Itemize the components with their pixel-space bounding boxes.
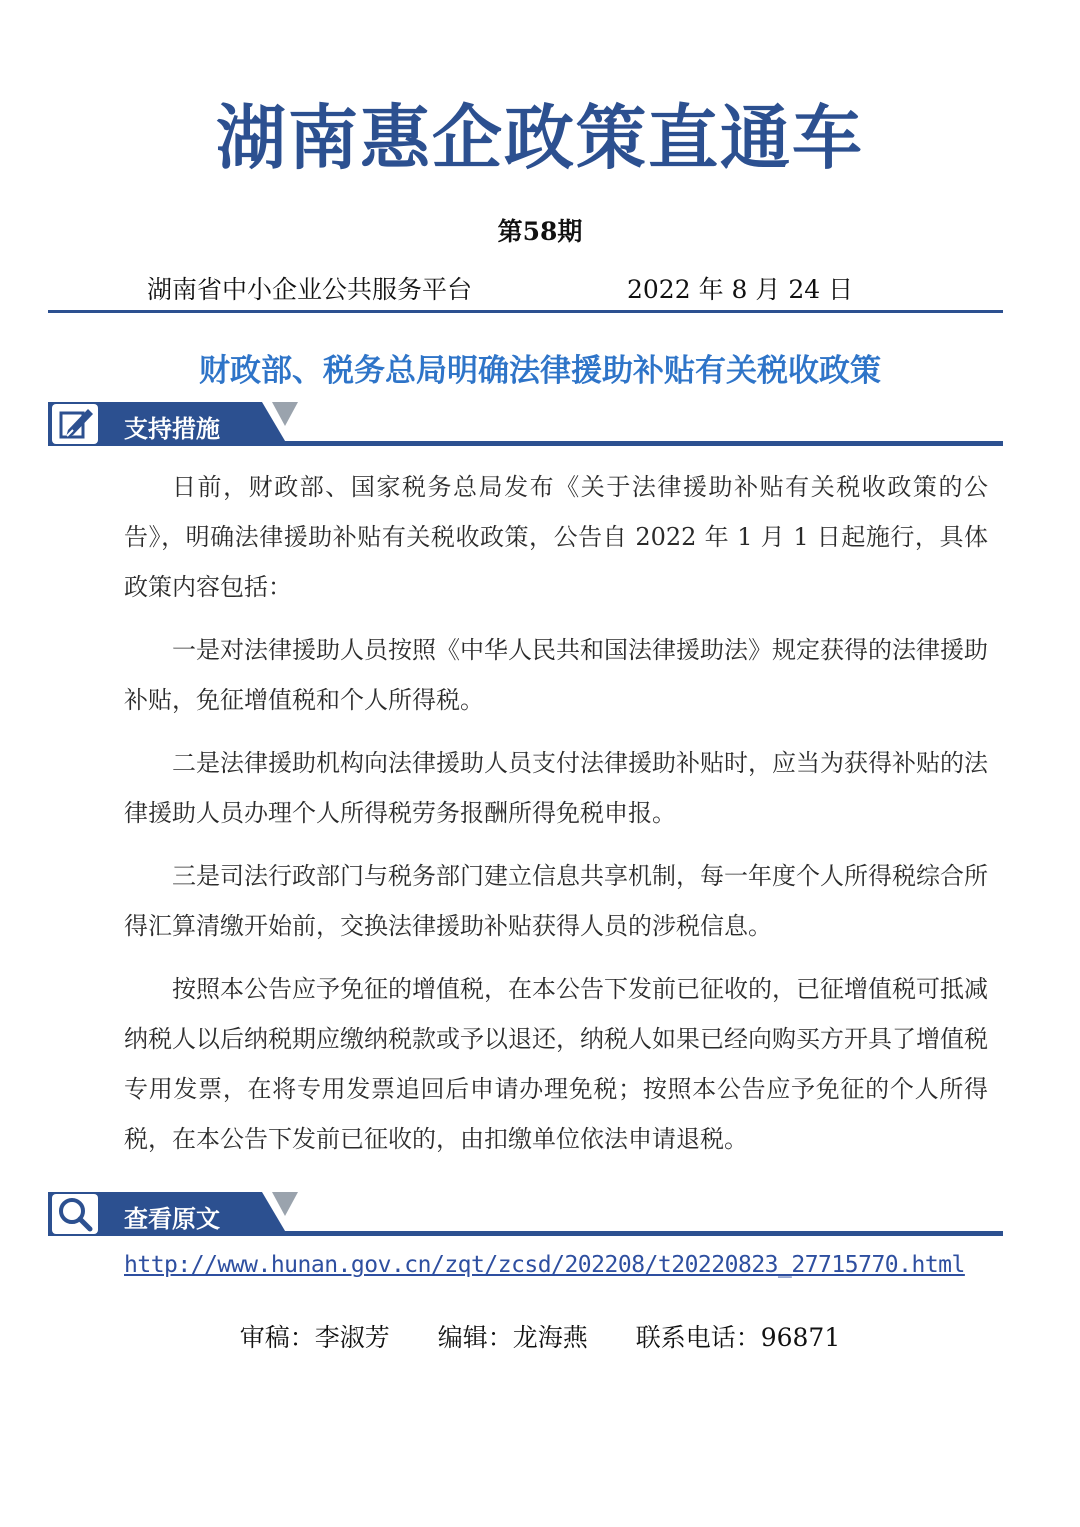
paragraph-point-3: 三是司法行政部门与税务部门建立信息共享机制，每一年度个人所得税综合所得汇算清缴开始前，交换法律援助补贴获得人员的涉税信息。 (124, 862, 988, 940)
publish-date: 2022 年 8 月 24 日 (627, 275, 854, 304)
paragraph-point-1: 一是对法律援助人员按照《中华人民共和国法律援助法》规定获得的法律援助补贴，免征增值税和个人所得税。 (124, 636, 988, 714)
publisher-name: 湖南省中小企业公共服务平台 (147, 275, 473, 304)
magnifier-icon (52, 1194, 98, 1234)
pen-edit-icon (52, 404, 98, 444)
section-label-original: 查看原文 (124, 1205, 220, 1233)
header-divider (48, 310, 1003, 313)
triangle-down-icon (272, 402, 298, 426)
original-article-link[interactable]: http://www.hunan.gov.cn/zqt/zcsd/202208/t20220823_27715770.html (124, 1252, 965, 1278)
article-headline: 财政部、税务总局明确法律援助补贴有关税收政策 (199, 353, 881, 389)
triangle-down-icon (272, 1192, 298, 1216)
article-body (124, 462, 988, 1177)
section-label-support: 支持措施 (124, 415, 220, 443)
paragraph-refund: 按照本公告应予免征的增值税，在本公告下发前已征收的，已征增值税可抵减纳税人以后纳税期应缴纳税款或予以退还，纳税人如果已经向购买方开具了增值税专用发票，在将专用发票追回后申请办理免税；按照本公告应予免征的个人所得税，在本公告下发前已征收的，由扣缴单位依法申请退税。 (124, 975, 988, 1153)
credit-reviewer: 审稿：李淑芳 (239, 1323, 390, 1352)
contact-phone: 联系电话：96871 (635, 1323, 841, 1352)
issue-number: 第58期 (497, 217, 583, 246)
masthead-title: 湖南惠企政策直通车 (216, 97, 864, 179)
paragraph-point-2: 二是法律援助机构向法律援助人员支付法律援助补贴时，应当为获得补贴的法律援助人员办理个人所得税劳务报酬所得免税申报。 (124, 749, 988, 827)
credit-editor: 编辑：龙海燕 (437, 1323, 588, 1352)
paragraph-intro: 日前，财政部、国家税务总局发布《关于法律援助补贴有关税收政策的公告》，明确法律援助补贴有关税收政策，公告自 2022 年 1 月 1 日起施行，具体政策内容包括： (124, 473, 988, 601)
credits-line (0, 1318, 1080, 1354)
